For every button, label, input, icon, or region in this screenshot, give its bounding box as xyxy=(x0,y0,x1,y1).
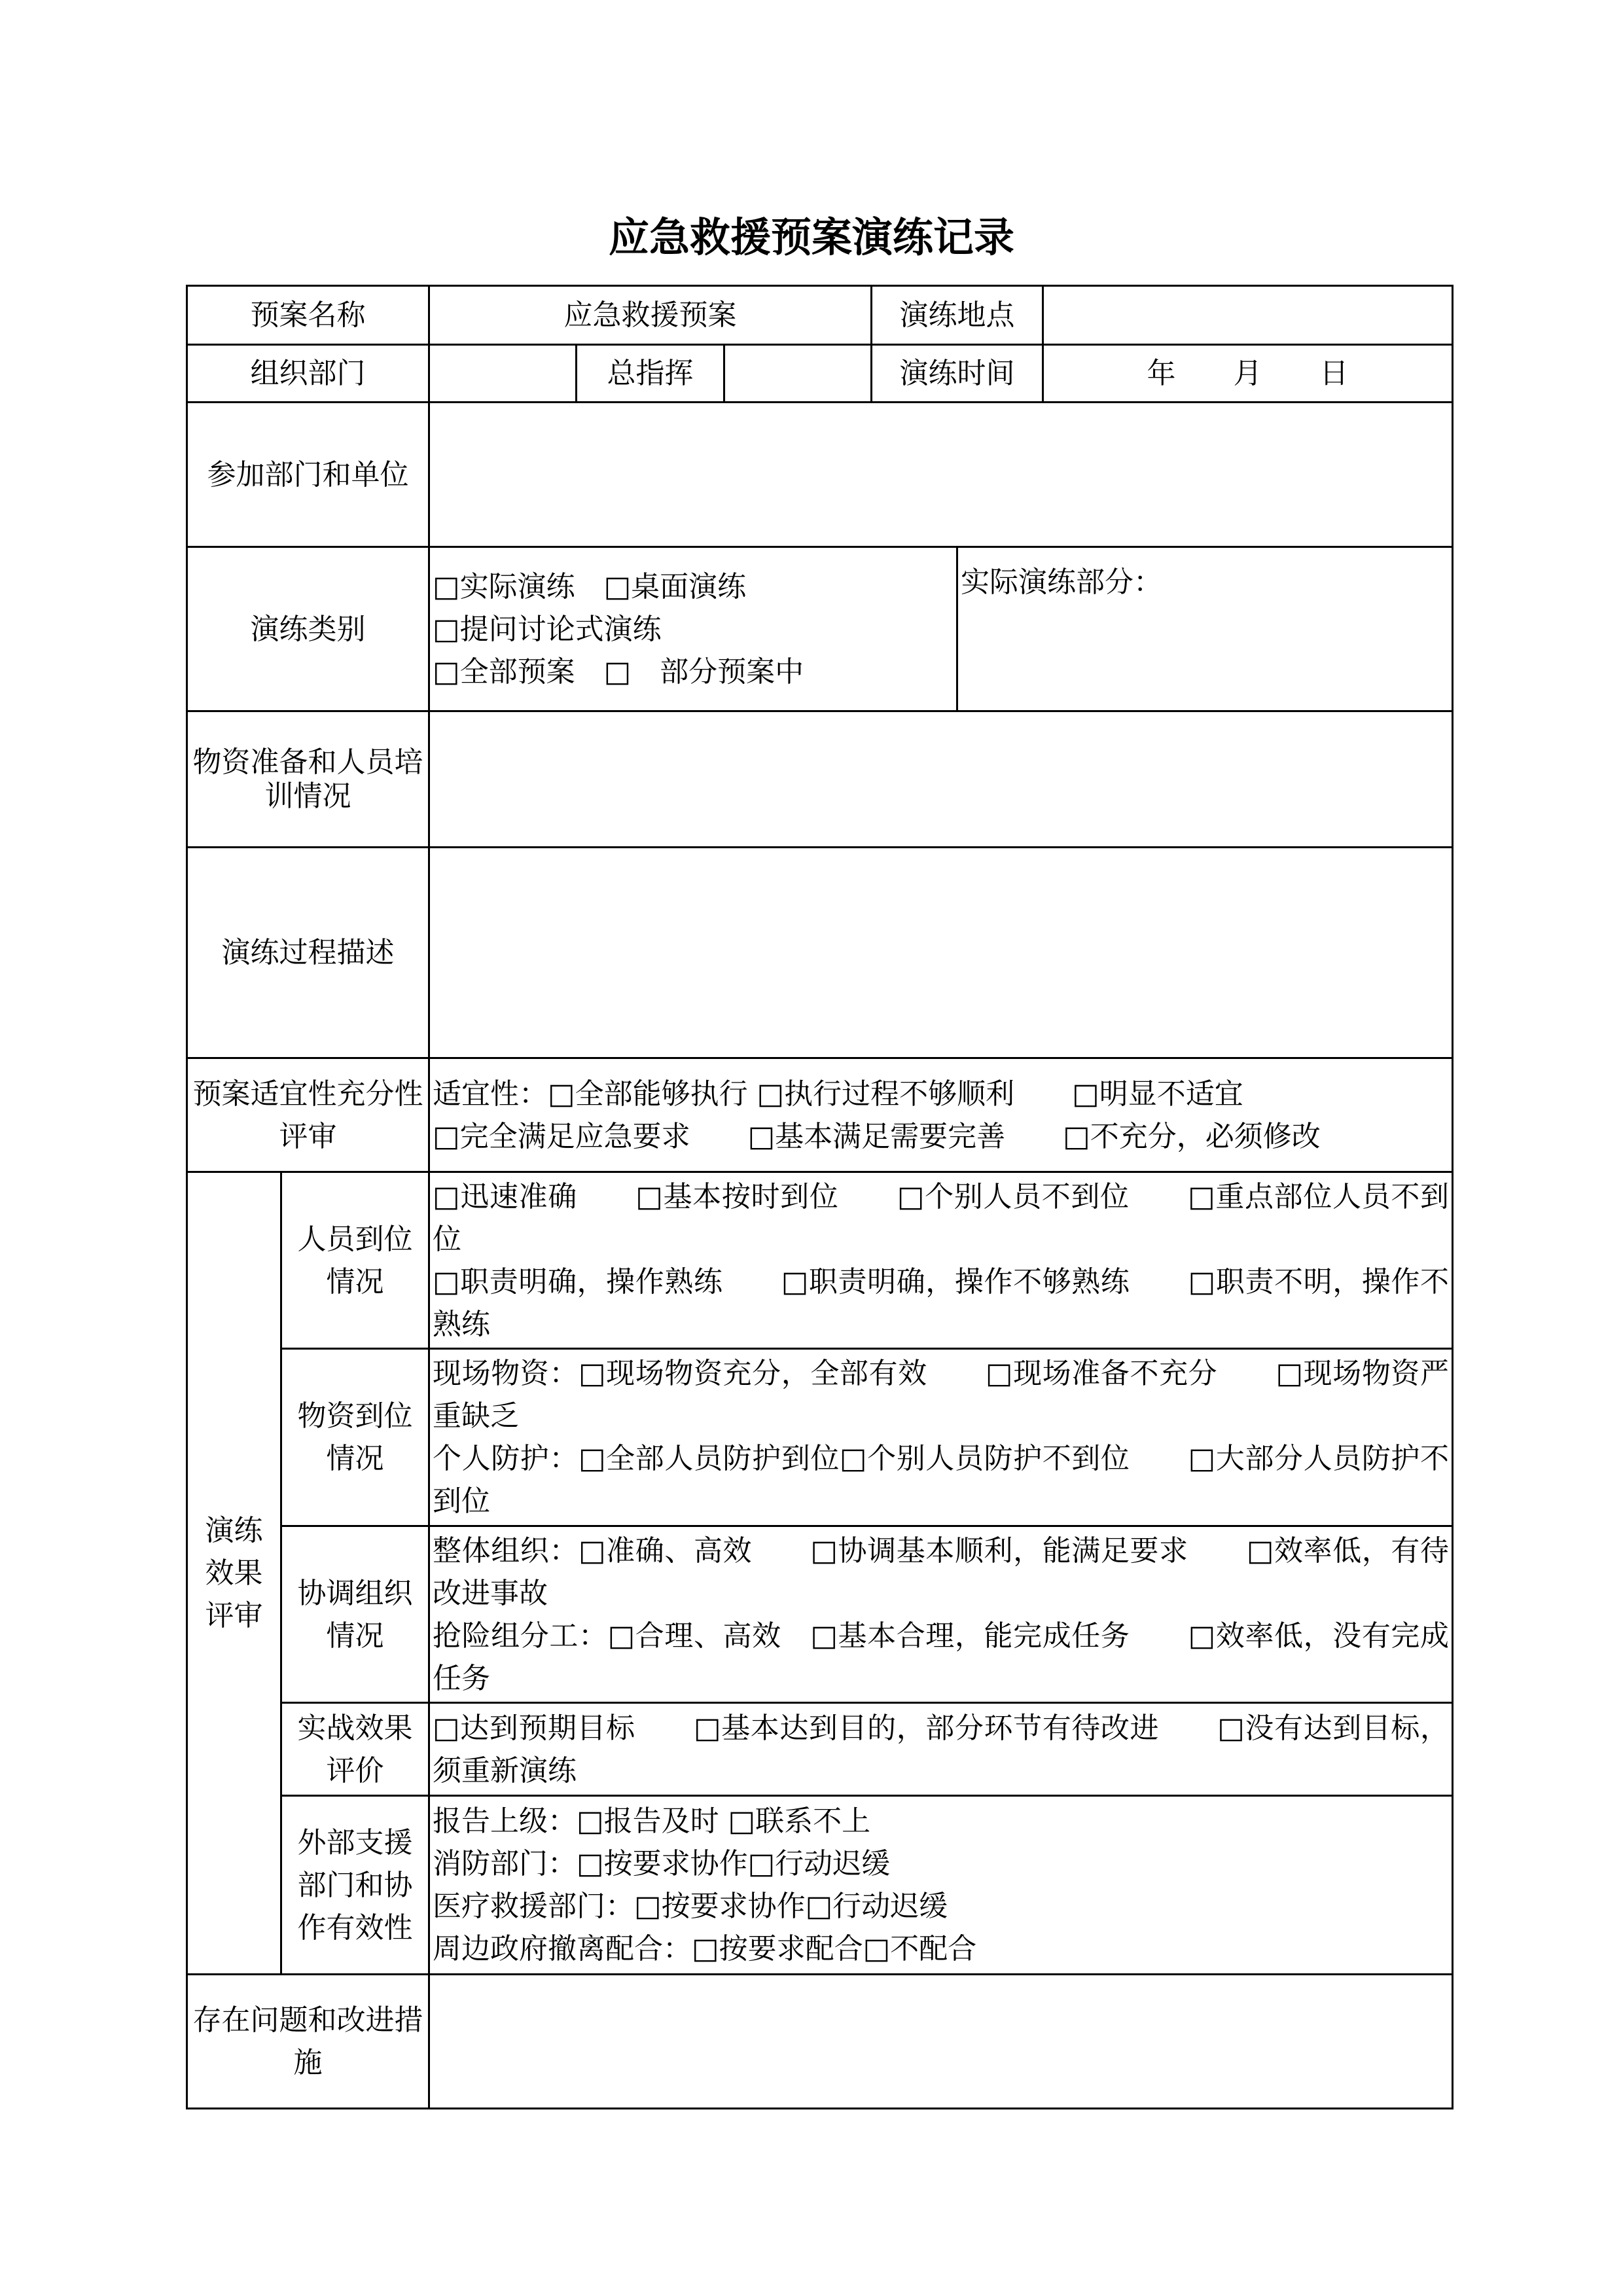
time-value[interactable]: 年 月 日 xyxy=(1043,345,1453,403)
process-label: 演练过程描述 xyxy=(187,848,429,1058)
location-label: 演练地点 xyxy=(872,286,1043,345)
plan-name-label: 预案名称 xyxy=(187,286,429,345)
suitability-line[interactable]: 适宜性：□全部能够执行 □执行过程不够顺利 □明显不适宜 xyxy=(433,1077,1243,1111)
category-options xyxy=(429,547,957,711)
process-value[interactable] xyxy=(429,848,1453,1058)
effect-line[interactable]: 医疗救援部门：□按要求协作□行动迟缓 xyxy=(433,1890,948,1923)
materials-label: 物资准备和人员培训情况 xyxy=(187,711,429,848)
category-option-line[interactable]: □实际演练 □桌面演练 xyxy=(433,569,747,603)
effect-row-label: 外部支援部门和协作有效性 xyxy=(281,1796,429,1975)
participants-value[interactable] xyxy=(429,403,1453,547)
effect-row-content xyxy=(429,1172,1453,1349)
actual-part-label[interactable]: 实际演练部分： xyxy=(957,547,1453,711)
plan-name-value[interactable]: 应急救援预案 xyxy=(429,286,872,345)
effect-label: 演练效果评审 xyxy=(187,1172,281,1975)
org-value[interactable] xyxy=(429,345,577,403)
page-title: 应急救援预案演练记录 xyxy=(608,213,1014,261)
suitability-options xyxy=(429,1058,1453,1172)
effect-row-label: 协调组织情况 xyxy=(281,1526,429,1703)
time-label: 演练时间 xyxy=(872,345,1043,403)
effect-line[interactable]: 现场物资：□现场物资充分，全部有效 □现场准备不充分 □现场物资严重缺乏 xyxy=(433,1357,1450,1433)
issues-value[interactable] xyxy=(429,1975,1453,2109)
materials-value[interactable] xyxy=(429,711,1453,848)
issues-label: 存在问题和改进措施 xyxy=(187,1975,429,2109)
effect-row-label: 实战效果评价 xyxy=(281,1703,429,1796)
effect-line[interactable]: 抢险组分工：□合理、高效 □基本合理，能完成任务 □效率低，没有完成任务 xyxy=(433,1619,1450,1695)
effect-row-label: 物资到位情况 xyxy=(281,1349,429,1526)
effect-line[interactable]: 报告上级：□报告及时 □联系不上 xyxy=(433,1804,871,1838)
effect-line[interactable]: 消防部门：□按要求协作□行动迟缓 xyxy=(433,1847,891,1880)
org-label: 组织部门 xyxy=(187,345,429,403)
drill-record-table xyxy=(186,285,1454,2109)
commander-label: 总指挥 xyxy=(577,345,724,403)
location-value[interactable] xyxy=(1043,286,1453,345)
effect-line[interactable]: □达到预期目标 □基本达到目的，部分环节有待改进 □没有达到目标，须重新演练 xyxy=(433,1711,1450,1787)
effect-row-label: 人员到位情况 xyxy=(281,1172,429,1349)
effect-row-content xyxy=(429,1526,1453,1703)
effect-line[interactable]: 个人防护：□全部人员防护到位□个别人员防护不到位 □大部分人员防护不到位 xyxy=(433,1442,1450,1518)
category-label: 演练类别 xyxy=(187,547,429,711)
effect-row-content xyxy=(429,1796,1453,1975)
category-option-line[interactable]: □全部预案 □ 部分预案中 xyxy=(433,655,804,689)
suitability-line[interactable]: □完全满足应急要求 □基本满足需要完善 □不充分，必须修改 xyxy=(433,1119,1321,1153)
effect-line[interactable]: □职责明确，操作熟练 □职责明确，操作不够熟练 □职责不明，操作不熟练 xyxy=(433,1265,1450,1341)
effect-row-content xyxy=(429,1703,1453,1796)
effect-line[interactable]: 周边政府撤离配合：□按要求配合□不配合 xyxy=(433,1932,977,1965)
suitability-label: 预案适宜性充分性评审 xyxy=(187,1058,429,1172)
effect-line[interactable]: 整体组织：□准确、高效 □协调基本顺利，能满足要求 □效率低，有待改进事故 xyxy=(433,1534,1450,1610)
category-option-line[interactable]: □提问讨论式演练 xyxy=(433,612,662,646)
effect-row-content xyxy=(429,1349,1453,1526)
effect-line[interactable]: □迅速准确 □基本按时到位 □个别人员不到位 □重点部位人员不到位 xyxy=(433,1179,1450,1256)
participants-label: 参加部门和单位 xyxy=(187,403,429,547)
commander-value[interactable] xyxy=(724,345,872,403)
